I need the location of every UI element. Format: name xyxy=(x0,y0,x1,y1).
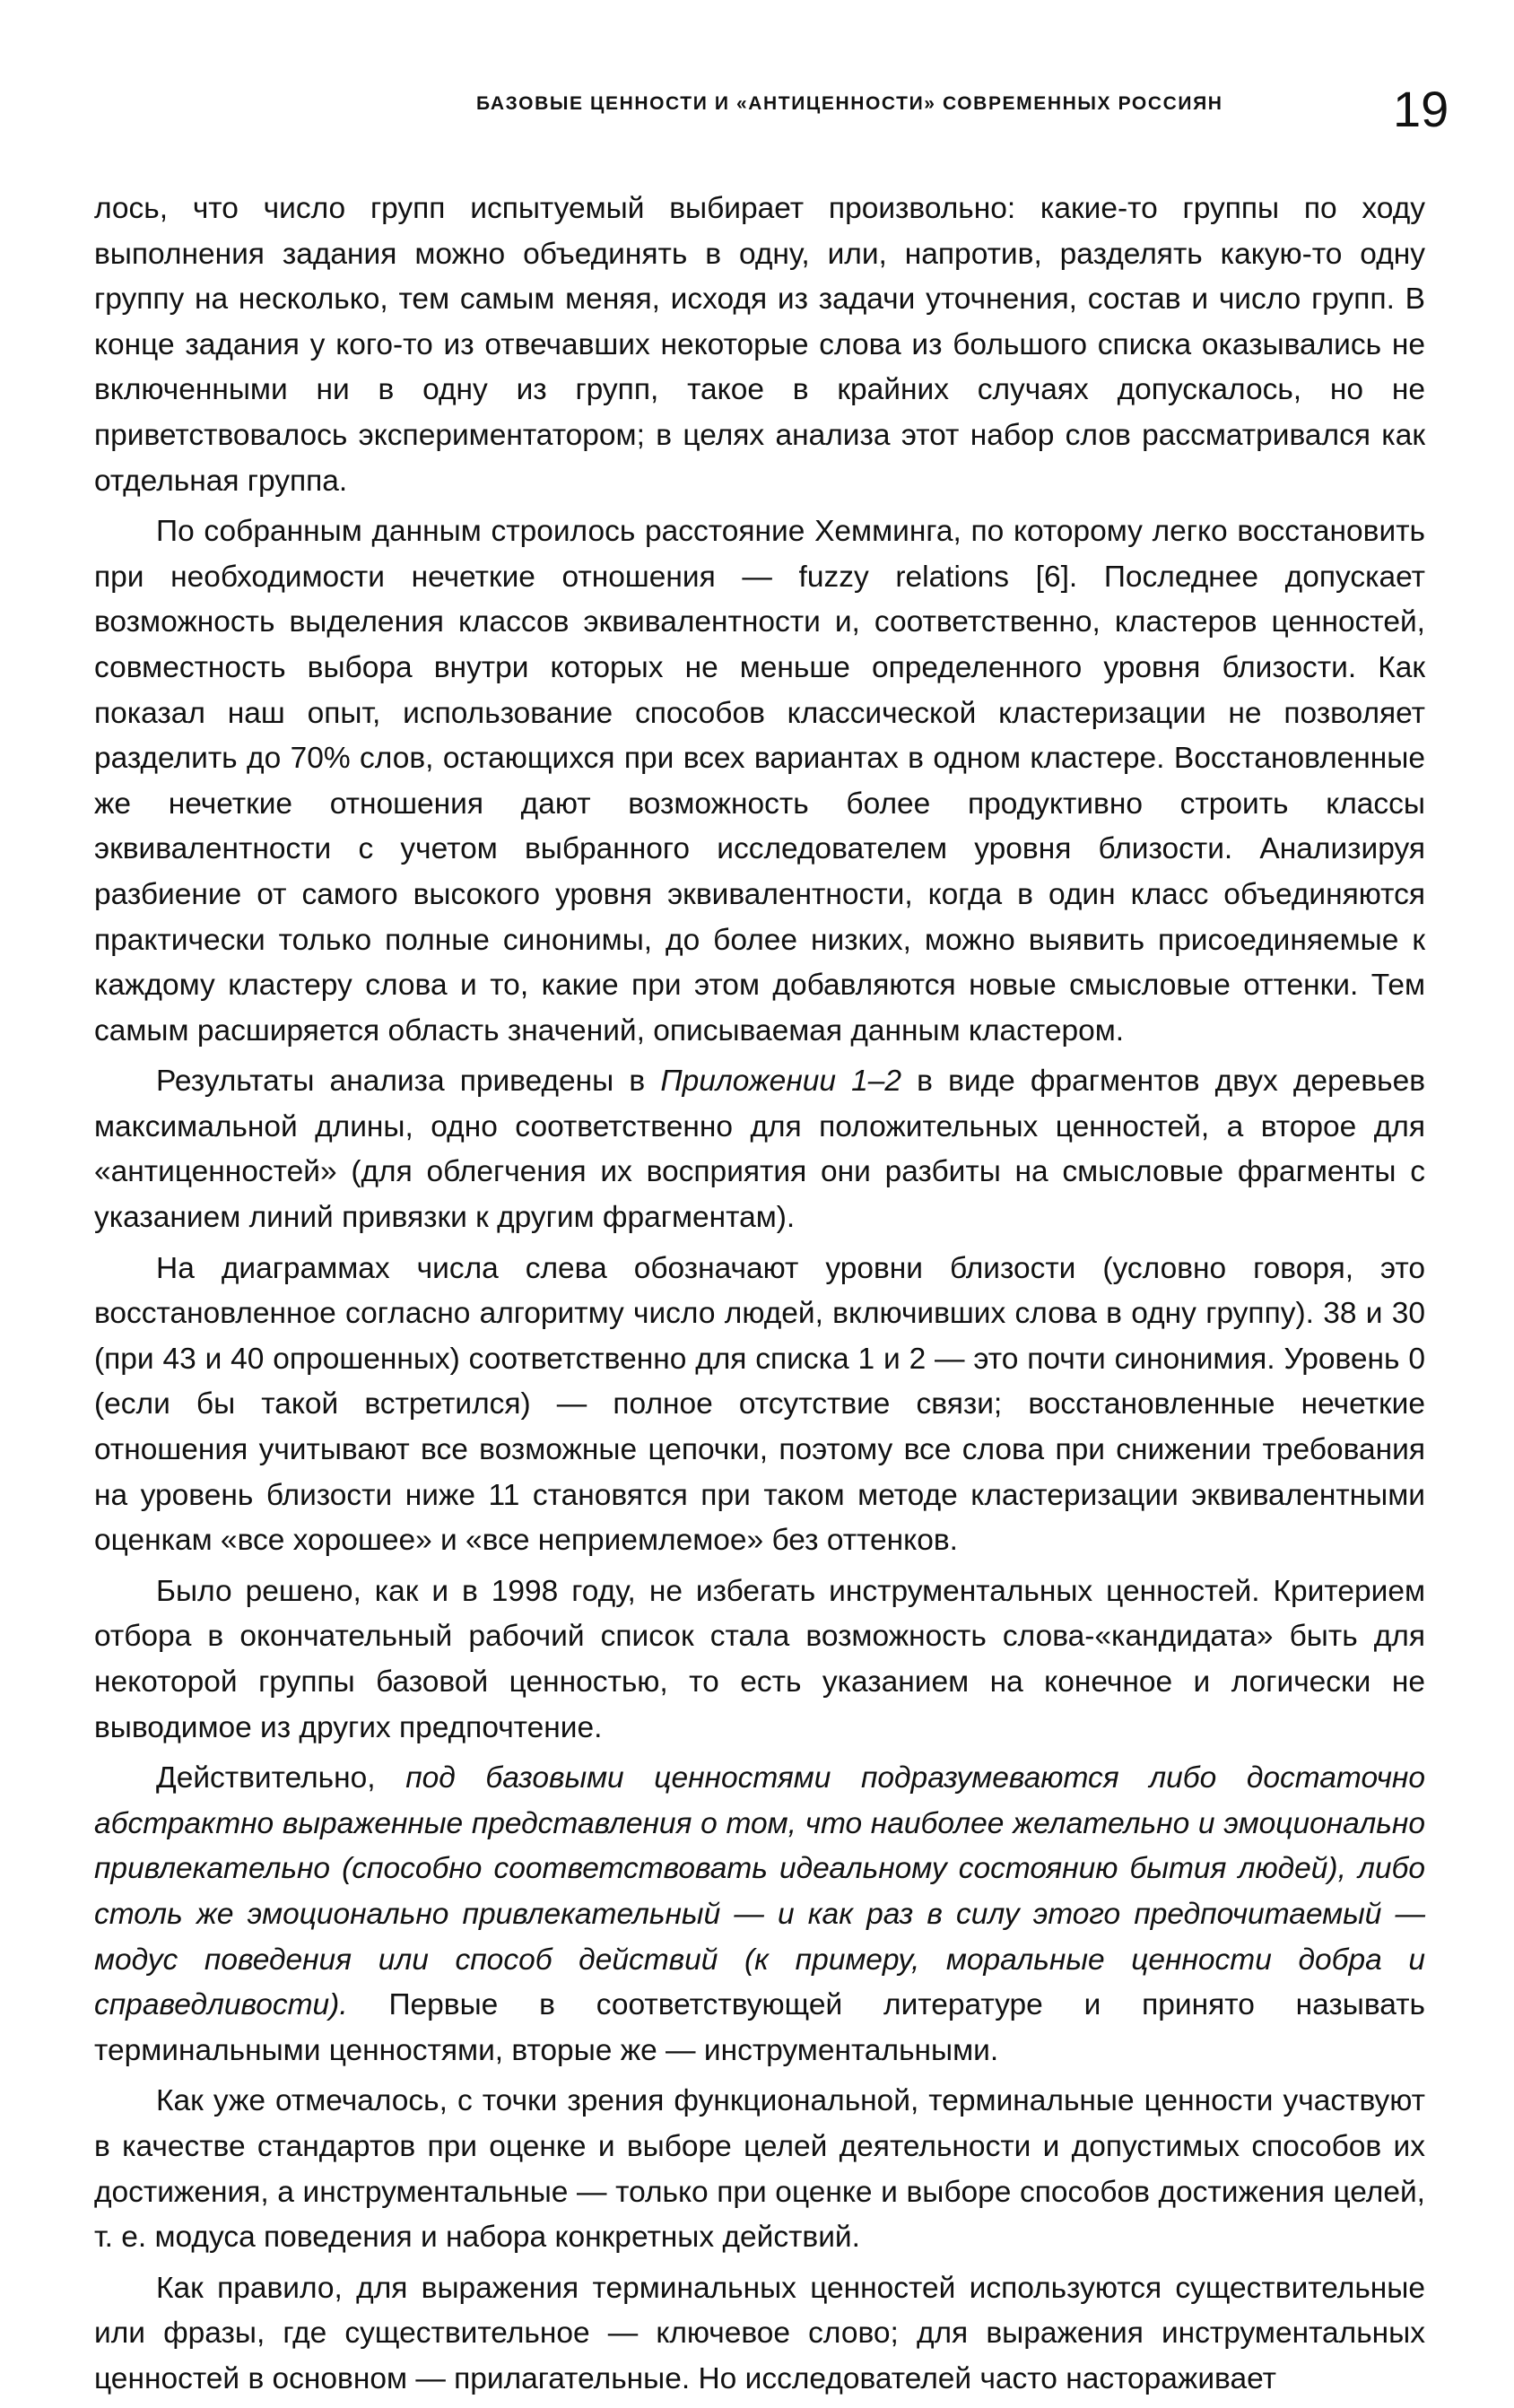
paragraph-analysis-results xyxy=(94,1059,1425,1240)
paragraph-hamming-distance: По собранным данным строилось расстояние Хемминга, по которому легко восстановить при необходимости нечеткие отношения — fuzzy relations [6]. Последнее допускает возможность выделения классов эквивалентности и, соответственно, кластеров ценностей, совместность выбора внутри которых не меньше определенного уровня близости. Как показал наш опыт, использование способов классической кластеризации не позволяет разделить до 70% слов, остающихся при всех вариантах в одном кластере. Восстановленные же нечеткие отношения дают возможность более продуктивно строить классы эквивалентности с учетом выбранного исследователем уровня близости. Анализируя разбиение от самого высокого уровня эквивалентности, когда в один класс объединяются практически только полные синонимы, до более низких, можно выявить присоединяемые к каждому кластеру слова и то, какие при этом добавляются новые смысловые оттенки. Тем самым расширяется область значений, описываемая данным кластером. xyxy=(94,515,1425,1048)
paragraph-text: Действительно, xyxy=(156,1761,406,1795)
body-text xyxy=(94,187,1425,2408)
paragraph-instrumental-values: Было решено, как и в 1998 году, не избегать инструментальных ценностей. Критерием отбора в окончательный рабочий список стала возможность слова-«кандидата» быть для некоторой группы базовой ценностью, то есть указанием на конечное и логически не выводимое из других предпочтение. xyxy=(94,1574,1425,1744)
paragraph-functional-view: Как уже отмечалось, с точки зрения функциональной, терминальные ценности участвуют в качестве стандартов при оценке и выборе целей деятельности и допустимых способов их достижения, а инструментальные — только при оценке и выборе способов достижения целей, т. е. модуса поведения и набора конкретных действий. xyxy=(94,2084,1425,2255)
page-number: 19 xyxy=(1393,81,1449,137)
paragraph-text: Результаты анализа приведены в xyxy=(156,1065,661,1099)
definition-italic: под базовыми ценностями подразумеваются либо достаточно абстрактно выраженные представления о том, что наиболее желательно и эмоционально привлекательно (способно соответствовать идеальному состоянию бытия людей), либо столь же эмоционально привлекательный — и как раз в силу этого предпочитаемый — модус поведения или способ действий (к примеру, моральные ценности добра и справедливости). xyxy=(94,1761,1425,2022)
paragraph-continuation: лось, что число групп испытуемый выбирает произвольно: какие-то группы по ходу выполнения задания можно объединять в одну, или, напротив, разделять какую-то одну группу на несколько, тем самым меняя, исходя из задачи уточнения, состав и число групп. В конце задания у кого-то из отвечавших некоторые слова из большого списка оказывались не включенными ни в одну из групп, такое в крайних случаях допускалось, но не приветствовалось экспериментатором; в целях анализа этот набор слов рассматривался как отдельная группа. xyxy=(94,192,1425,498)
appendix-reference: Приложении 1–2 xyxy=(660,1065,902,1099)
paragraph-text: Первые в соответствующей литературе и принято называть терминальными ценностями, вторые же — инструментальными. xyxy=(94,1988,1425,2067)
paragraph-expression-of-values: Как правило, для выражения терминальных ценностей используются существительные или фразы, где существительное — ключевое слово; для выражения инструментальных ценностей в основном — прилагательные. Но исследователей часто настораживает xyxy=(94,2271,1425,2395)
paragraph-text: в виде фрагментов двух деревьев максимальной длины, одно соответственно для положительных ценностей, а второе для «антиценностей» (для облегчения их восприятия они разбиты на смысловые фрагменты с указанием линий привязки к другим фрагментам). xyxy=(94,1065,1425,1235)
running-header: БАЗОВЫЕ ЦЕННОСТИ И «АНТИЦЕННОСТИ» СОВРЕМЕННЫХ РОССИЯН xyxy=(476,93,1223,114)
paragraph-base-values-definition xyxy=(94,1756,1425,2073)
paragraph-diagrams: На диаграммах числа слева обозначают уровни близости (условно говоря, это восстановленное согласно алгоритму число людей, включивших слова в одну группу). 38 и 30 (при 43 и 40 опрошенных) соответственно для списка 1 и 2 — это почти синонимия. Уровень 0 (если бы такой встретился) — полное отсутствие связи; восстановленные нечеткие отношения учитывают все возможные цепочки, поэтому все слова при снижении требования на уровень близости ниже 11 становятся при таком методе кластеризации эквивалентными оценкам «все хорошее» и «все неприемлемое» без оттенков. xyxy=(94,1251,1425,1558)
